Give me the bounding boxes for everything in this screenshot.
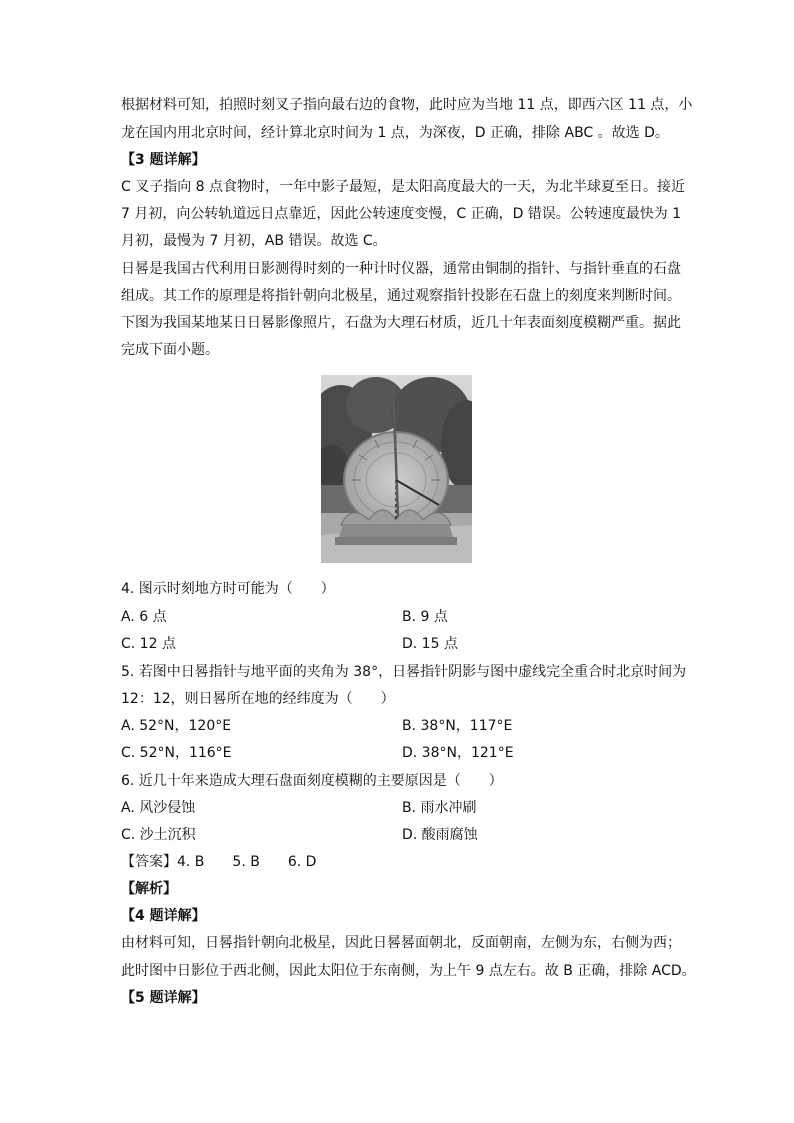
option-4b: B. 9 点 bbox=[402, 609, 448, 625]
question-stem-4: 4. 图示时刻地方时可能为（ ） bbox=[121, 581, 335, 597]
question-stem-5: 5. 若图中日晷指针与地平面的夹角为 38°，日晷指针阴影与图中虚线完全重合时北京时间为 bbox=[121, 664, 687, 680]
paragraph-line: 组成。其工作的原理是将指针朝向北极星，通过观察指针投影在石盘上的刻度来判断时间。 bbox=[121, 288, 681, 304]
analysis-heading: 【解析】 bbox=[121, 881, 177, 897]
option-6a: A. 风沙侵蚀 bbox=[121, 800, 196, 816]
answer-line: 【答案】4. B 5. B 6. D bbox=[121, 854, 317, 870]
option-5c: C. 52°N，116°E bbox=[121, 745, 232, 761]
paragraph-line: 龙在国内用北京时间，经计算北京时间为 1 点，为深夜，D 正确，排除 ABC 。故选 D。 bbox=[121, 125, 669, 141]
option-6c: C. 沙土沉积 bbox=[121, 827, 196, 843]
option-6b: B. 雨水冲刷 bbox=[402, 800, 477, 816]
sundial-image bbox=[321, 375, 472, 563]
paragraph-line: 根据材料可知，拍照时刻叉子指向最右边的食物，此时应为当地 11 点，即西六区 11 点，小 bbox=[121, 97, 693, 113]
paragraph-line: 完成下面小题。 bbox=[121, 342, 219, 358]
paragraph-line: 此时图中日影位于西北侧，因此太阳位于东南侧，为上午 9 点左右。故 B 正确，排除 ACD。 bbox=[121, 963, 696, 979]
option-5b: B. 38°N，117°E bbox=[402, 718, 513, 734]
paragraph-line: C 叉子指向 8 点食物时，一年中影子最短，是太阳高度最大的一天，为北半球夏至日。接近 bbox=[121, 179, 686, 195]
option-5a: A. 52°N，120°E bbox=[121, 718, 232, 734]
option-4d: D. 15 点 bbox=[402, 636, 458, 652]
section-heading-q4: 【4 题详解】 bbox=[121, 908, 206, 924]
paragraph-line: 日晷是我国古代利用日影测得时刻的一种计时仪器，通常由铜制的指针、与指针垂直的石盘 bbox=[121, 261, 681, 277]
paragraph-line: 下图为我国某地某日日晷影像照片，石盘为大理石材质，近几十年表面刻度模糊严重。据此 bbox=[121, 315, 681, 331]
paragraph-line: 由材料可知，日晷指针朝向北极星，因此日晷晷面朝北，反面朝南，左侧为东，右侧为西； bbox=[121, 935, 681, 951]
question-stem-6: 6. 近几十年来造成大理石盘面刻度模糊的主要原因是（ ） bbox=[121, 773, 503, 789]
sundial-photo bbox=[321, 375, 472, 563]
option-6d: D. 酸雨腐蚀 bbox=[402, 827, 478, 843]
paragraph-line: 7 月初，向公转轨道远日点靠近，因此公转速度变慢，C 正确，D 错误。公转速度最快为 1 bbox=[121, 206, 682, 222]
section-heading-q5: 【5 题详解】 bbox=[121, 990, 206, 1006]
option-4c: C. 12 点 bbox=[121, 636, 176, 652]
section-heading-q3: 【3 题详解】 bbox=[121, 152, 206, 168]
option-5d: D. 38°N，121°E bbox=[402, 745, 514, 761]
option-4a: A. 6 点 bbox=[121, 609, 167, 625]
paragraph-line: 月初，最慢为 7 月初，AB 错误。故选 C。 bbox=[121, 233, 387, 249]
question-stem-5-cont: 12：12，则日晷所在地的经纬度为（ ） bbox=[121, 691, 395, 707]
